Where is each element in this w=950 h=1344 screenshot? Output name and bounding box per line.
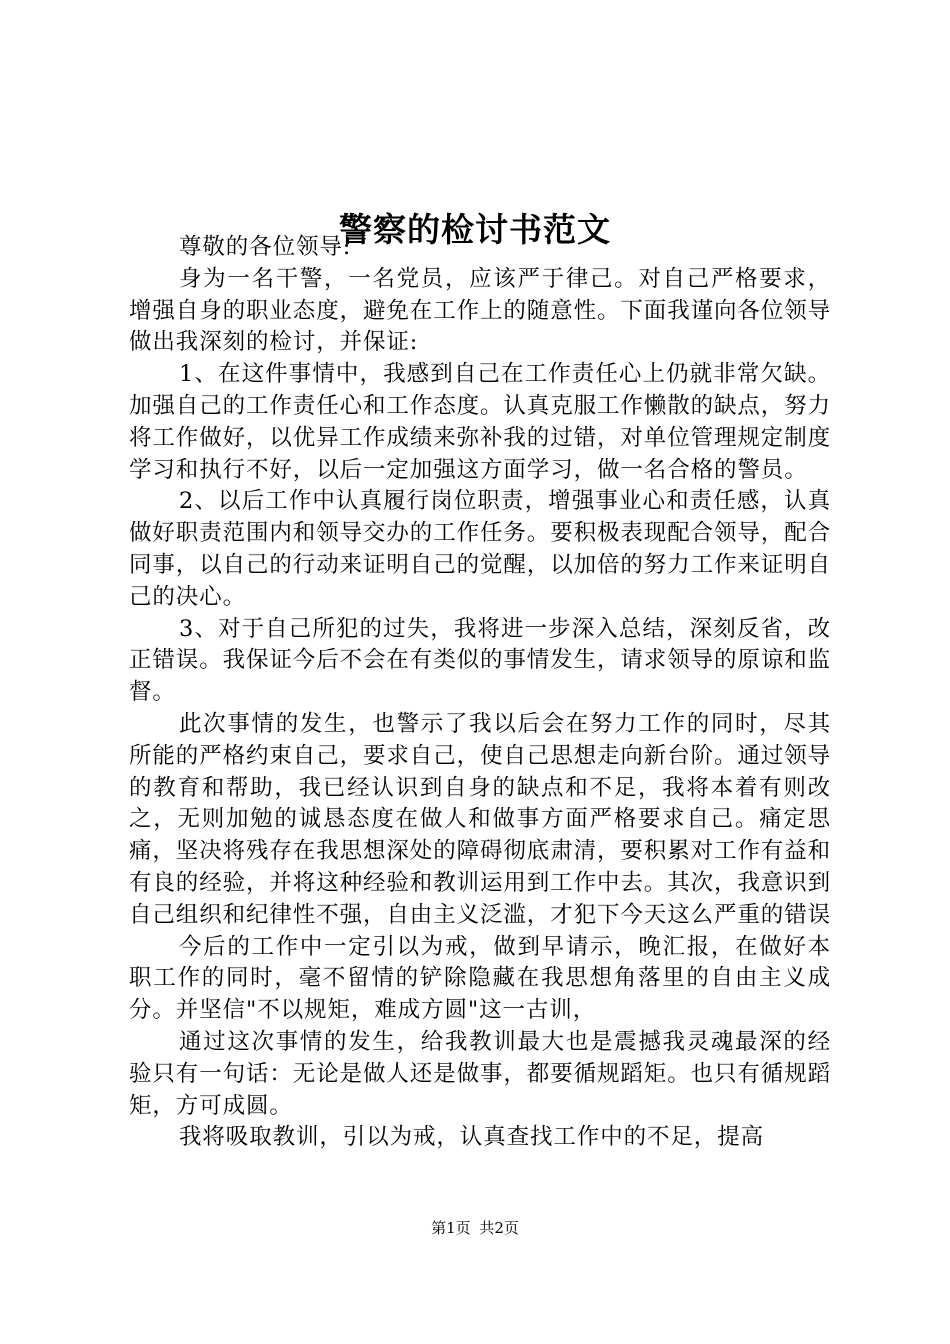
document-body [129,232,831,1154]
page-number: 第1页 [431,1219,471,1237]
salutation: 尊敬的各位领导: [179,234,352,260]
page-title: 警察的检讨书范文 [339,210,611,250]
page-footer [0,1218,950,1238]
paragraph: 此次事情的发生，也警示了我以后会在努力工作的同时，尽其所能的严格约束自己，要求自己，使自己思想走向新台阶。通过领导的教育和帮助，我已经认识到自身的缺点和不足，我将本着有则改之，无则加勉的诚恳态度在做人和做事方面严格要求自己。痛定思痛，坚决将残存在我思想深处的障碍彻底肃清，要积累对工作有益和有良的经验，并将这种经验和教训运用到工作中去。其次，我意识到自己组织和纪律性不强，自由主义泛滥，才犯下今天这么严重的错误 [129,710,832,928]
paragraph: 2、以后工作中认真履行岗位职责，增强事业心和责任感，认真做好职责范围内和领导交办的工作任务。要积极表现配合领导，配合同事，以自己的行动来证明自己的觉醒，以加倍的努力工作来证明自己的决心。 [129,488,832,610]
paragraph: 3、对于自己所犯的过失，我将进一步深入总结，深刻反省，改正错误。我保证今后不会在有类似的事情发生，请求领导的原谅和监督。 [129,615,832,706]
page-total: 共2页 [479,1219,519,1237]
paragraph: 1、在这件事情中，我感到自己在工作责任心上仍就非常欠缺。加强自己的工作责任心和工作态度。认真克服工作懒散的缺点，努力将工作做好，以优异工作成绩来弥补我的过错，对单位管理规定制度学习和执行不好，以后一定加强这方面学习，做一名合格的警员。 [129,361,832,483]
paragraph: 通过这次事情的发生，给我教训最大也是震撼我灵魂最深的经验只有一句话：无论是做人还是做事，都要循规蹈矩。也只有循规蹈矩，方可成圆。 [129,1028,832,1119]
paragraph: 我将吸取教训，引以为戒，认真查找工作中的不足，提高 [179,1124,765,1151]
paragraph: 今后的工作中一定引以为戒，做到早请示，晚汇报，在做好本职工作的同时，毫不留情的铲除隐藏在我思想角落里的自由主义成分。并坚信"不以规矩，难成方圆"这一古训， [129,933,831,1024]
paragraph: 身为一名干警，一名党员，应该严于律己。对自己严格要求，增强自身的职业态度，避免在工作上的随意性。下面我谨向各位领导做出我深刻的检讨，并保证: [129,265,832,356]
